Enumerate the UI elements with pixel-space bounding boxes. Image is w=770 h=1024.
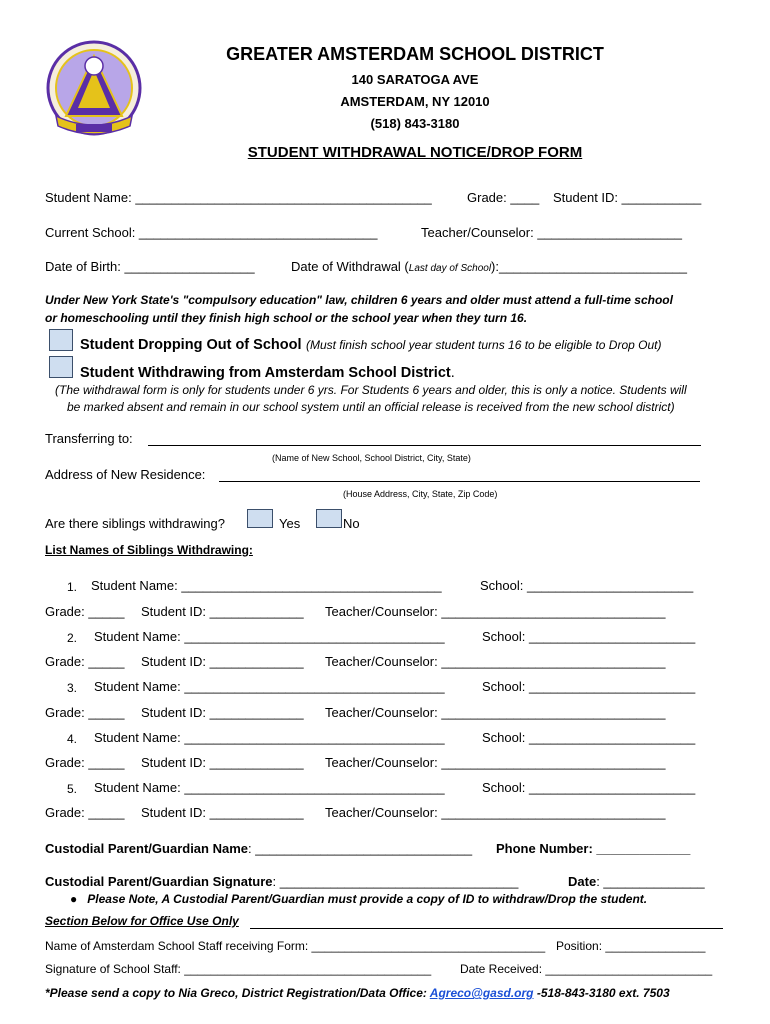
sibling-4-grade-field[interactable]: Grade: _____ <box>45 755 125 770</box>
phone-number-field[interactable]: Phone Number: _____________ <box>496 841 691 856</box>
sibling-3-grade-field[interactable]: Grade: _____ <box>45 705 125 720</box>
district-phone: (518) 843-3180 <box>370 116 460 131</box>
footer-prefix: *Please send a copy to Nia Greco, District Registration/Data Office: <box>45 986 430 1000</box>
sibling-3-name-field[interactable]: Student Name: ____________________________________ <box>94 679 445 694</box>
withdraw-checkbox[interactable] <box>49 356 73 378</box>
sibling-5-number: 5. <box>67 782 78 796</box>
guardian-signature-label: Custodial Parent/Guardian Signature <box>45 874 273 889</box>
guardian-signature-line: : _________________________________ <box>272 874 519 889</box>
sibling-3-id-field[interactable]: Student ID: _____________ <box>141 705 304 720</box>
sibling-5-teacher-field[interactable]: Teacher/Counselor: _______________________________ <box>325 805 666 820</box>
teacher-counselor-field[interactable]: Teacher/Counselor: ____________________ <box>421 225 682 240</box>
id-requirement-note <box>70 892 647 906</box>
withdraw-option <box>80 364 455 382</box>
new-address-label: Address of New Residence: <box>45 467 206 482</box>
transferring-to-label: Transferring to: <box>45 431 133 446</box>
law-notice-line2: or homeschooling until they finish high school or the school year when they turn 16. <box>45 311 528 325</box>
transferring-to-line[interactable] <box>148 445 701 446</box>
sibling-3-teacher-field[interactable]: Teacher/Counselor: _______________________________ <box>325 705 666 720</box>
footer-phone: -518-843-3180 ext. 7503 <box>533 986 670 1000</box>
position-field[interactable]: Position: _______________ <box>556 939 706 953</box>
sibling-2-number: 2. <box>67 631 78 645</box>
withdraw-note-line2: be marked absent and remain in our school system until an official release is received from the new school district) <box>67 400 675 414</box>
sibling-5-name-field[interactable]: Student Name: ____________________________________ <box>94 780 445 795</box>
law-notice-line1: Under New York State's "compulsory education" law, children 6 years and older must attend a full-time school <box>45 293 673 307</box>
sibling-1-id-field[interactable]: Student ID: _____________ <box>141 604 304 619</box>
withdraw-note-line1: (The withdrawal form is only for students under 6 yrs. For Students 6 years and older, this is only a notice. Students will <box>55 383 687 397</box>
sibling-1-name-field[interactable]: Student Name: ____________________________________ <box>91 578 442 593</box>
email-link[interactable]: Agreco@gasd.org <box>429 986 534 1000</box>
siblings-yes-label: Yes <box>279 516 301 531</box>
sibling-2-grade-field[interactable]: Grade: _____ <box>45 654 125 669</box>
siblings-yes-checkbox[interactable] <box>247 509 273 528</box>
siblings-no-checkbox[interactable] <box>316 509 342 528</box>
sibling-4-teacher-field[interactable]: Teacher/Counselor: _______________________________ <box>325 755 666 770</box>
sibling-1-number: 1. <box>67 580 78 594</box>
sibling-5-id-field[interactable]: Student ID: _____________ <box>141 805 304 820</box>
drop-out-option <box>80 336 661 354</box>
sibling-5-grade-field[interactable]: Grade: _____ <box>45 805 125 820</box>
district-address-line2: AMSTERDAM, NY 12010 <box>340 94 490 109</box>
sibling-2-school-field[interactable]: School: _______________________ <box>482 629 696 644</box>
date-of-withdrawal-field[interactable] <box>291 259 687 274</box>
guardian-date-line: : ______________ <box>596 874 705 889</box>
sibling-3-number: 3. <box>67 681 78 695</box>
id-requirement-text: Please Note, A Custodial Parent/Guardian must provide a copy of ID to withdraw/Drop the student. <box>87 892 648 906</box>
sibling-1-grade-field[interactable]: Grade: _____ <box>45 604 125 619</box>
new-address-line[interactable] <box>219 481 700 482</box>
form-title: STUDENT WITHDRAWAL NOTICE/DROP FORM <box>247 144 583 161</box>
new-address-hint: (House Address, City, State, Zip Code) <box>343 489 498 499</box>
guardian-name-line: : ______________________________ <box>248 841 473 856</box>
sibling-4-name-field[interactable]: Student Name: ____________________________________ <box>94 730 445 745</box>
withdrawal-label: Date of Withdrawal ( <box>291 259 409 274</box>
sibling-3-school-field[interactable]: School: _______________________ <box>482 679 696 694</box>
sibling-1-school-field[interactable]: School: _______________________ <box>480 578 694 593</box>
student-name-field[interactable]: Student Name: _________________________________________ <box>45 190 432 205</box>
sibling-4-number: 4. <box>67 732 78 746</box>
sibling-2-name-field[interactable]: Student Name: ____________________________________ <box>94 629 445 644</box>
sibling-2-teacher-field[interactable]: Teacher/Counselor: _______________________________ <box>325 654 666 669</box>
student-id-field[interactable]: Student ID: ___________ <box>553 190 702 205</box>
drop-out-label: Student Dropping Out of School <box>80 337 302 353</box>
drop-out-note: (Must finish school year student turns 16 to be eligible to Drop Out) <box>305 338 662 352</box>
current-school-field[interactable]: Current School: _________________________________ <box>45 225 378 240</box>
withdraw-period: . <box>450 365 455 381</box>
sibling-4-id-field[interactable]: Student ID: _____________ <box>141 755 304 770</box>
bullet-icon: ● <box>70 892 78 906</box>
guardian-date-field[interactable] <box>568 874 705 889</box>
siblings-no-label: No <box>343 516 360 531</box>
withdrawal-line: ):__________________________ <box>491 259 687 274</box>
sibling-2-id-field[interactable]: Student ID: _____________ <box>141 654 304 669</box>
staff-name-field[interactable]: Name of Amsterdam School Staff receiving Form: ___________________________________ <box>45 939 546 953</box>
guardian-date-label: Date <box>568 874 597 889</box>
office-use-title: Section Below for Office Use Only <box>45 914 239 928</box>
guardian-name-label: Custodial Parent/Guardian Name <box>45 841 248 856</box>
district-address-line1: 140 SARATOGA AVE <box>351 72 479 87</box>
siblings-list-title: List Names of Siblings Withdrawing: <box>45 543 253 557</box>
sibling-5-school-field[interactable]: School: _______________________ <box>482 780 696 795</box>
office-use-divider <box>250 928 723 929</box>
grade-field[interactable]: Grade: ____ <box>467 190 540 205</box>
sibling-1-teacher-field[interactable]: Teacher/Counselor: _______________________________ <box>325 604 666 619</box>
withdraw-label: Student Withdrawing from Amsterdam School District <box>80 365 451 381</box>
guardian-signature-field[interactable] <box>45 874 518 889</box>
date-received-field[interactable]: Date Received: _________________________ <box>460 962 713 976</box>
drop-out-checkbox[interactable] <box>49 329 73 351</box>
siblings-question: Are there siblings withdrawing? <box>45 516 225 531</box>
date-of-birth-field[interactable]: Date of Birth: __________________ <box>45 259 255 274</box>
footer-contact <box>45 986 670 1000</box>
sibling-4-school-field[interactable]: School: _______________________ <box>482 730 696 745</box>
transferring-to-hint: (Name of New School, School District, City, State) <box>272 453 471 463</box>
staff-signature-field[interactable]: Signature of School Staff: _____________________________________ <box>45 962 432 976</box>
district-name: GREATER AMSTERDAM SCHOOL DISTRICT <box>226 44 604 64</box>
withdrawal-note: Last day of School <box>408 263 492 274</box>
guardian-name-field[interactable] <box>45 841 472 856</box>
